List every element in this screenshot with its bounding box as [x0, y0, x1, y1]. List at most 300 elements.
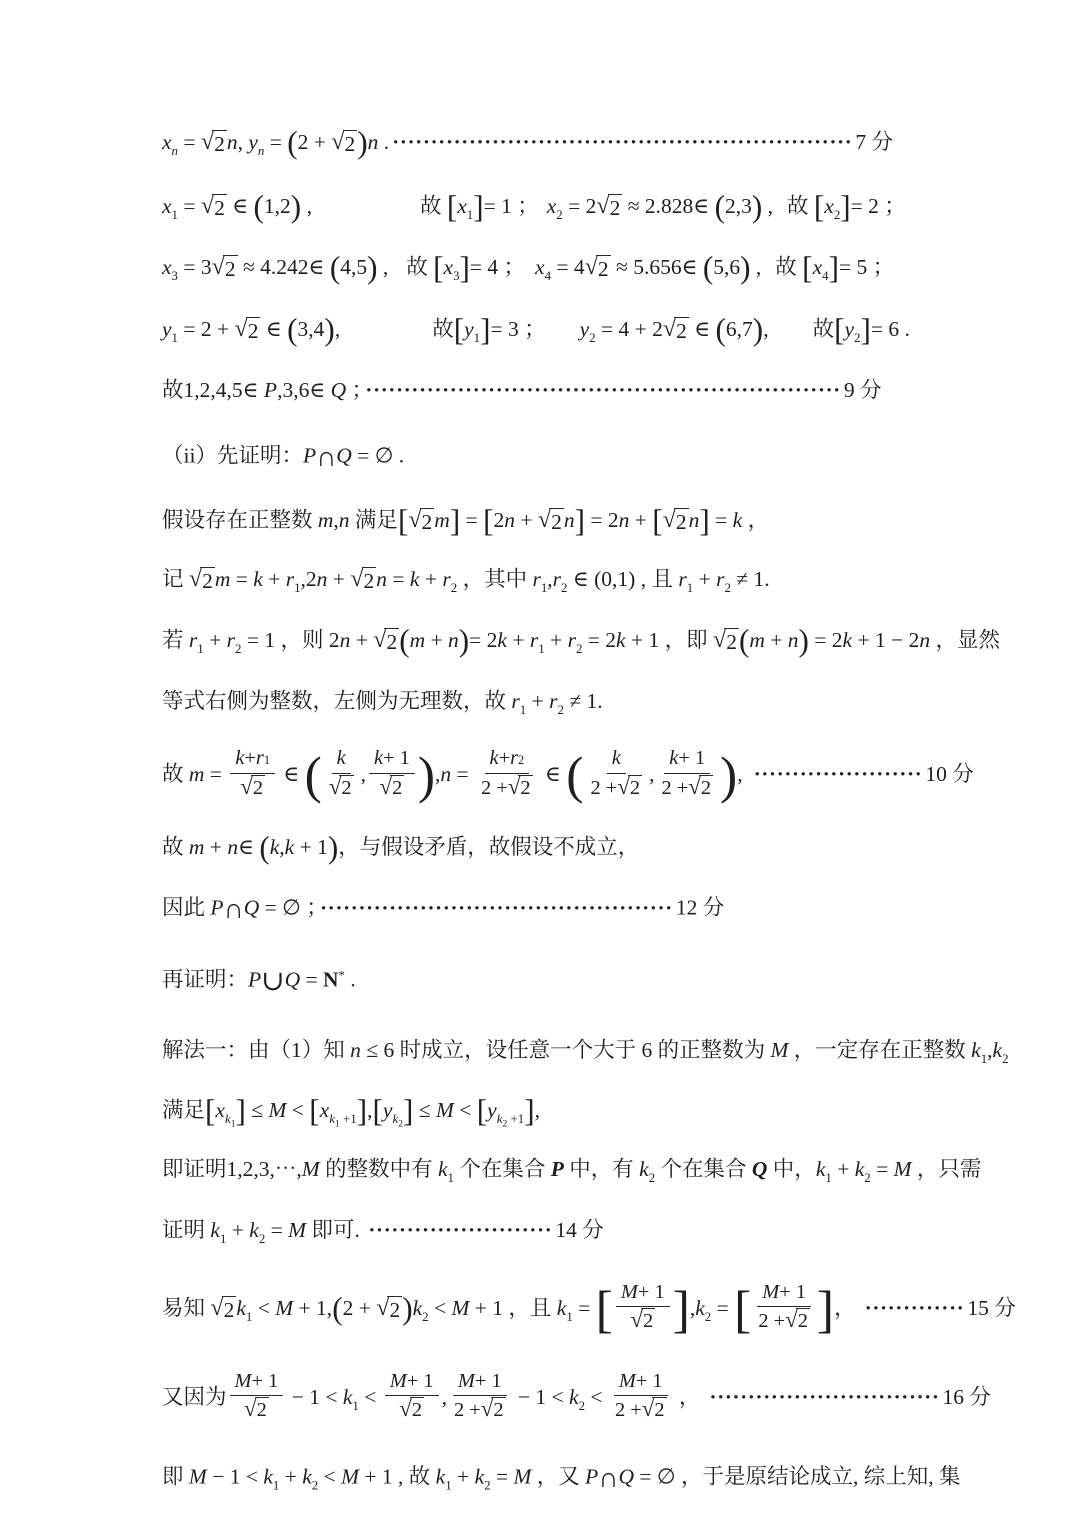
radical-sign-icon: √ — [200, 129, 215, 155]
math-variable: k — [409, 566, 420, 591]
text-run: 1 — [825, 1170, 832, 1185]
text-run: ,2 — [300, 566, 317, 591]
text-run: 2 — [648, 1170, 656, 1185]
denominator — [395, 1396, 428, 1424]
radical — [630, 1308, 655, 1335]
text-run: , — [987, 1037, 993, 1062]
math-set-symbol: P — [550, 1157, 564, 1182]
text-run: = 6 . — [870, 316, 910, 341]
math-variable: k — [224, 1111, 231, 1126]
math-line-6 — [162, 439, 1040, 477]
math-variable: P — [248, 967, 262, 992]
text-run: 12 分 — [675, 895, 725, 920]
delimiter: ] — [840, 189, 851, 225]
numerator — [369, 745, 415, 774]
math-variable: M — [288, 1218, 307, 1243]
text-run: 2 + — [342, 1295, 377, 1320]
text-run: + — [831, 1157, 855, 1182]
delimiter: ] — [403, 1093, 414, 1128]
text-run: 2 — [398, 1118, 403, 1130]
denominator — [325, 774, 358, 802]
math-variable: r — [188, 627, 198, 652]
math-variable: r — [226, 627, 235, 652]
text-run: < — [453, 1097, 477, 1122]
math-variable: M — [893, 1157, 912, 1182]
text-run: ，一定存在正整数 — [788, 1037, 972, 1062]
radical — [688, 775, 713, 802]
math-variable: Q — [330, 377, 347, 402]
radicand — [796, 1308, 810, 1335]
spacer — [546, 335, 580, 336]
text-run: 2 — [520, 776, 531, 799]
radicand — [246, 317, 261, 345]
text-run: 故 — [812, 316, 835, 341]
math-variable: n — [688, 507, 700, 532]
text-run: + — [451, 1464, 475, 1489]
text-run: 故 — [162, 835, 189, 860]
text-run: 2 — [484, 1478, 491, 1493]
text-run: . — [344, 967, 356, 992]
radical — [212, 255, 238, 283]
radical — [201, 194, 227, 222]
text-run: 2 — [556, 208, 563, 223]
text-run: 2 — [493, 1399, 504, 1422]
radical — [189, 567, 215, 595]
delimiter: ] — [828, 250, 839, 286]
math-variable: M — [618, 1369, 636, 1392]
text-run: . — [378, 130, 390, 154]
text-run: 2 — [551, 509, 562, 534]
text-run: = 3 ； — [490, 316, 546, 341]
text-run: = ∅ . — [351, 443, 405, 468]
radical-sign-icon: √ — [662, 506, 676, 533]
math-variable: M — [301, 1157, 320, 1182]
text-run: 即可. — [306, 1218, 366, 1243]
math-line-14 — [162, 963, 1040, 1001]
delimiter: ( — [287, 311, 298, 347]
math-variable: y — [487, 1097, 497, 1122]
delimiter: ( — [702, 250, 714, 286]
text-run: 2 + — [590, 776, 618, 799]
math-variable: k — [556, 1295, 567, 1320]
delimiter: [ — [433, 250, 444, 286]
delimiter: ( — [399, 622, 410, 658]
text-run: + 1 ，即 — [625, 627, 713, 652]
text-run: 4 — [544, 269, 552, 284]
text-run: 2 — [311, 1478, 319, 1493]
text-run: 2 — [341, 776, 352, 799]
delimiter: ( — [259, 830, 270, 866]
text-run: 4,5 — [340, 255, 368, 280]
math-line-1 — [162, 125, 1040, 161]
text-run: + 1 , 故 — [359, 1464, 436, 1489]
math-line-21 — [162, 1460, 1040, 1498]
text-run: 6,7 — [725, 316, 753, 341]
radicand — [420, 508, 435, 536]
radicand — [549, 508, 564, 536]
math-variable: k — [249, 1218, 259, 1243]
text-run: 2 — [214, 196, 225, 221]
math-variable: y — [162, 316, 172, 341]
text-run: 1 — [980, 1051, 988, 1066]
math-line-8 — [162, 565, 1040, 597]
text-run: = 1 ； — [483, 194, 539, 219]
math-variable: k — [236, 1295, 246, 1320]
spacer — [856, 1314, 862, 1315]
radical — [713, 628, 739, 656]
radicand — [223, 255, 238, 283]
text-run: + 1 ，且 — [469, 1295, 557, 1320]
math-variable: y — [579, 316, 590, 341]
delimiter: ( — [332, 1290, 343, 1326]
denominator — [586, 774, 646, 802]
text-run: 3 — [453, 269, 460, 284]
radicand — [724, 628, 739, 656]
math-variable: x — [824, 194, 834, 219]
radical-sign-icon: √ — [210, 1294, 224, 1321]
text-run: ≠ 1. — [563, 688, 603, 713]
delimiter: ) — [798, 622, 809, 658]
set-operator: ∩ — [598, 1462, 619, 1494]
text-run: 2 — [575, 641, 583, 656]
math-variable: n — [618, 507, 630, 532]
text-run: 2 — [675, 509, 687, 534]
text-run: + 1 — [406, 1369, 434, 1392]
text-run: 2 — [518, 753, 525, 768]
math-variable: r — [511, 688, 520, 713]
math-line-2 — [162, 189, 1040, 225]
math-variable: x — [162, 255, 172, 280]
text-run: 5,6 — [713, 255, 741, 280]
math-variable: M — [435, 1097, 454, 1122]
text-run: 2 + — [758, 1310, 786, 1333]
text-run: 2 — [589, 330, 596, 345]
radical-sign-icon: √ — [596, 193, 610, 220]
text-run: , — [689, 1295, 696, 1320]
delimiter: ] — [574, 502, 585, 538]
text-run: + — [629, 507, 653, 532]
text-run: + 1 — [294, 835, 328, 860]
text-run: ∈ — [238, 835, 260, 860]
denominator — [450, 1396, 510, 1424]
math-variable: r — [532, 566, 541, 591]
text-run: − 1 < — [206, 1464, 264, 1489]
text-run: 1 — [171, 208, 178, 223]
numerator — [757, 1279, 811, 1308]
radical-sign-icon: √ — [376, 1294, 390, 1321]
text-run: + 1 — [637, 1280, 665, 1303]
denominator — [376, 774, 409, 802]
text-run: , — [534, 1097, 540, 1122]
math-variable: x — [535, 255, 545, 280]
spacer — [700, 1403, 706, 1404]
math-variable: n — [171, 143, 178, 158]
radical-sign-icon: √ — [584, 254, 598, 281]
radical-sign-icon: √ — [785, 1307, 798, 1333]
radical-sign-icon: √ — [617, 773, 630, 799]
delimiter: [ — [309, 1093, 320, 1128]
delimiter: ( — [715, 311, 726, 347]
text-run: 1 — [519, 702, 527, 717]
text-run: 2 — [704, 1309, 712, 1324]
text-run: 16 分 — [942, 1384, 991, 1409]
text-run: , — [360, 762, 366, 787]
delimiter: [ — [476, 1093, 488, 1128]
math-variable: m — [749, 627, 765, 652]
text-run: 1 — [447, 1170, 454, 1185]
text-run: + 1 — [474, 1369, 502, 1392]
delimiter: ) — [752, 311, 764, 347]
text-run: 1 — [219, 1232, 227, 1247]
radicand — [255, 1397, 269, 1424]
math-line-19 — [162, 1280, 1040, 1340]
math-variable: k — [329, 1111, 335, 1126]
radical — [376, 1296, 402, 1324]
text-run: ≠ 1. — [730, 566, 770, 591]
radical-sign-icon: √ — [507, 773, 521, 799]
text-run: + — [425, 627, 448, 652]
text-run: = 5 ； — [838, 255, 895, 280]
math-variable: k — [342, 1384, 353, 1409]
math-variable: x — [546, 194, 557, 219]
math-variable: M — [389, 1369, 407, 1392]
delimiter: [ — [652, 502, 663, 538]
radicand — [200, 567, 215, 595]
text-run: 1 — [566, 1309, 573, 1324]
math-variable: M — [275, 1295, 294, 1320]
math-variable: k — [302, 1464, 312, 1489]
delimiter: ] — [816, 1281, 835, 1339]
text-run: 1 — [230, 1118, 236, 1130]
radical — [244, 1397, 269, 1424]
text-run: = 2 — [469, 627, 498, 652]
text-run: 2 — [202, 568, 213, 593]
radical-sign-icon: √ — [379, 773, 393, 799]
text-run: 2 — [502, 1118, 508, 1130]
delimiter: [ — [483, 502, 494, 538]
delimiter: ) — [751, 189, 763, 225]
delimiter: ) — [417, 747, 436, 805]
math-variable: M — [341, 1464, 360, 1489]
text-run: = — [178, 130, 201, 154]
math-variable: k — [235, 747, 245, 770]
text-run: 2 — [234, 641, 242, 656]
text-run: 1 — [245, 1309, 253, 1324]
math-variable: k — [732, 507, 743, 532]
text-run: 2 — [363, 568, 375, 593]
text-run: = 4 ； — [469, 255, 526, 280]
delimiter: ] — [356, 1093, 368, 1128]
text-run: 1 — [466, 208, 474, 223]
text-run: = — [870, 1157, 894, 1182]
delimiter: ( — [714, 189, 725, 225]
text-run: , — [750, 255, 762, 280]
text-run: + — [350, 627, 374, 652]
radical — [201, 130, 227, 158]
radical — [481, 1397, 506, 1424]
math-variable: k — [669, 747, 679, 770]
radical — [329, 775, 354, 802]
text-run: + — [419, 566, 443, 591]
math-line-16 — [162, 1093, 1040, 1130]
set-operator: ∩ — [316, 441, 337, 473]
radical — [538, 508, 564, 536]
radical — [663, 317, 689, 345]
radicand — [339, 775, 353, 802]
math-variable: n — [316, 566, 328, 591]
delimiter: ) — [324, 311, 335, 347]
text-run: + 1 — [678, 747, 706, 770]
text-run: , — [377, 255, 389, 280]
math-variable: x — [215, 1097, 225, 1122]
text-run: − 1 < — [286, 1384, 343, 1409]
math-variable: n — [257, 143, 265, 158]
text-run: 1 — [334, 1118, 340, 1130]
text-run: = — [178, 194, 201, 219]
math-variable: k — [639, 1157, 649, 1182]
text-run: 2 — [726, 629, 737, 654]
text-run: 2 — [597, 257, 609, 282]
numerator — [385, 1368, 439, 1397]
math-line-17 — [162, 1155, 1040, 1187]
text-run: = — [264, 130, 288, 154]
math-variable: k — [435, 1464, 446, 1489]
text-run: 2 + — [481, 776, 508, 799]
delimiter: ( — [287, 125, 298, 161]
radicand — [674, 508, 689, 536]
math-variable: k — [971, 1037, 981, 1062]
math-variable: M — [620, 1280, 638, 1303]
radical-sign-icon: √ — [688, 773, 701, 799]
radical — [596, 194, 622, 222]
math-variable: M — [770, 1037, 789, 1062]
text-run: < — [252, 1295, 276, 1320]
math-variable: k — [497, 627, 507, 652]
math-variable: x — [319, 1097, 330, 1122]
math-variable: m — [214, 566, 231, 591]
text-run: 2 — [629, 776, 641, 799]
numerator — [485, 745, 530, 774]
text-run: + — [244, 747, 256, 770]
math-variable: n — [339, 627, 351, 652]
math-variable: Q — [243, 895, 260, 920]
delimiter: ) — [357, 125, 368, 161]
text-run: 2 — [700, 776, 712, 799]
text-run: − 1 < — [512, 1384, 570, 1409]
math-set-symbol: Q — [751, 1157, 768, 1182]
text-run: 2 — [223, 1297, 235, 1322]
fraction — [369, 745, 415, 801]
text-run: 2 + — [661, 776, 689, 799]
delimiter: ) — [402, 1290, 413, 1326]
subscript — [224, 1111, 236, 1130]
text-run: , — [737, 762, 743, 787]
text-run: 14 分 — [555, 1218, 604, 1243]
text-run: ≈ 4.242∈ — [237, 255, 330, 280]
numerator — [664, 745, 710, 774]
math-variable: m — [188, 835, 205, 860]
numerator — [614, 1368, 668, 1397]
delimiter: [ — [595, 1281, 613, 1339]
text-run: + 1 − 2 — [852, 627, 920, 652]
text-run: 2,3 — [724, 194, 752, 219]
text-run: , — [763, 316, 769, 341]
text-run: = — [204, 762, 228, 787]
fraction — [230, 1368, 284, 1424]
text-run: = ∅ ，于是原结论成立, 综上知, 集 — [634, 1464, 961, 1489]
math-variable: m — [317, 507, 334, 532]
delimiter: ( — [253, 189, 264, 225]
radical-sign-icon: √ — [234, 315, 248, 342]
radical — [380, 775, 405, 802]
text-run: ≤ — [245, 1097, 269, 1122]
math-variable: m — [409, 627, 426, 652]
denominator — [626, 1307, 659, 1335]
numerator — [453, 1368, 507, 1397]
radical-sign-icon: √ — [188, 565, 203, 592]
text-run: 故 — [432, 316, 454, 341]
text-run: 1 — [473, 330, 481, 345]
text-run: , — [333, 507, 339, 532]
delimiter: ( — [304, 747, 322, 805]
text-run: 1 — [352, 1398, 359, 1413]
radical-sign-icon: √ — [630, 1307, 643, 1333]
math-variable: k — [210, 1218, 220, 1243]
math-variable: r — [678, 566, 687, 591]
math-variable: k — [392, 1111, 399, 1126]
radicand — [674, 317, 689, 345]
math-variable: k — [269, 835, 280, 860]
text-run: 10 分 — [925, 762, 974, 787]
text-run: ∈ — [539, 762, 567, 787]
text-run: 2 — [676, 318, 687, 343]
text-run: = 2 — [582, 627, 617, 652]
text-run: 2 — [392, 776, 403, 799]
text-run: 2 — [421, 509, 433, 534]
leader-dots: ······························ — [709, 1384, 940, 1409]
math-variable: y — [464, 316, 474, 341]
text-run: < — [585, 1384, 608, 1409]
delimiter: [ — [734, 1281, 752, 1339]
radical-sign-icon: √ — [712, 626, 727, 653]
text-run: + — [693, 566, 717, 591]
text-run: + — [226, 1218, 250, 1243]
math-variable: P — [263, 377, 278, 402]
text-run: * — [338, 968, 345, 983]
math-variable: M — [451, 1295, 470, 1320]
text-run: = 2 + — [178, 316, 235, 341]
radical-sign-icon: √ — [373, 626, 387, 653]
delimiter: ) — [458, 622, 470, 658]
text-run: 2 — [422, 1309, 429, 1324]
math-line-5 — [162, 376, 1040, 405]
text-run: 2 — [252, 776, 264, 799]
text-run: 1,2 — [263, 194, 291, 219]
text-run: 记 — [162, 566, 189, 591]
text-run: < — [286, 1097, 310, 1122]
text-run: = — [387, 566, 410, 591]
radical — [210, 1296, 236, 1324]
text-run: = 2 — [808, 627, 843, 652]
text-run: 2 — [224, 257, 236, 282]
denominator — [657, 774, 717, 802]
math-variable: M — [188, 1464, 207, 1489]
math-line-15 — [162, 1036, 1040, 1068]
radical-sign-icon: √ — [641, 1396, 655, 1422]
text-run: < — [318, 1464, 342, 1489]
delimiter: [ — [453, 311, 465, 347]
math-variable: x — [162, 194, 172, 219]
